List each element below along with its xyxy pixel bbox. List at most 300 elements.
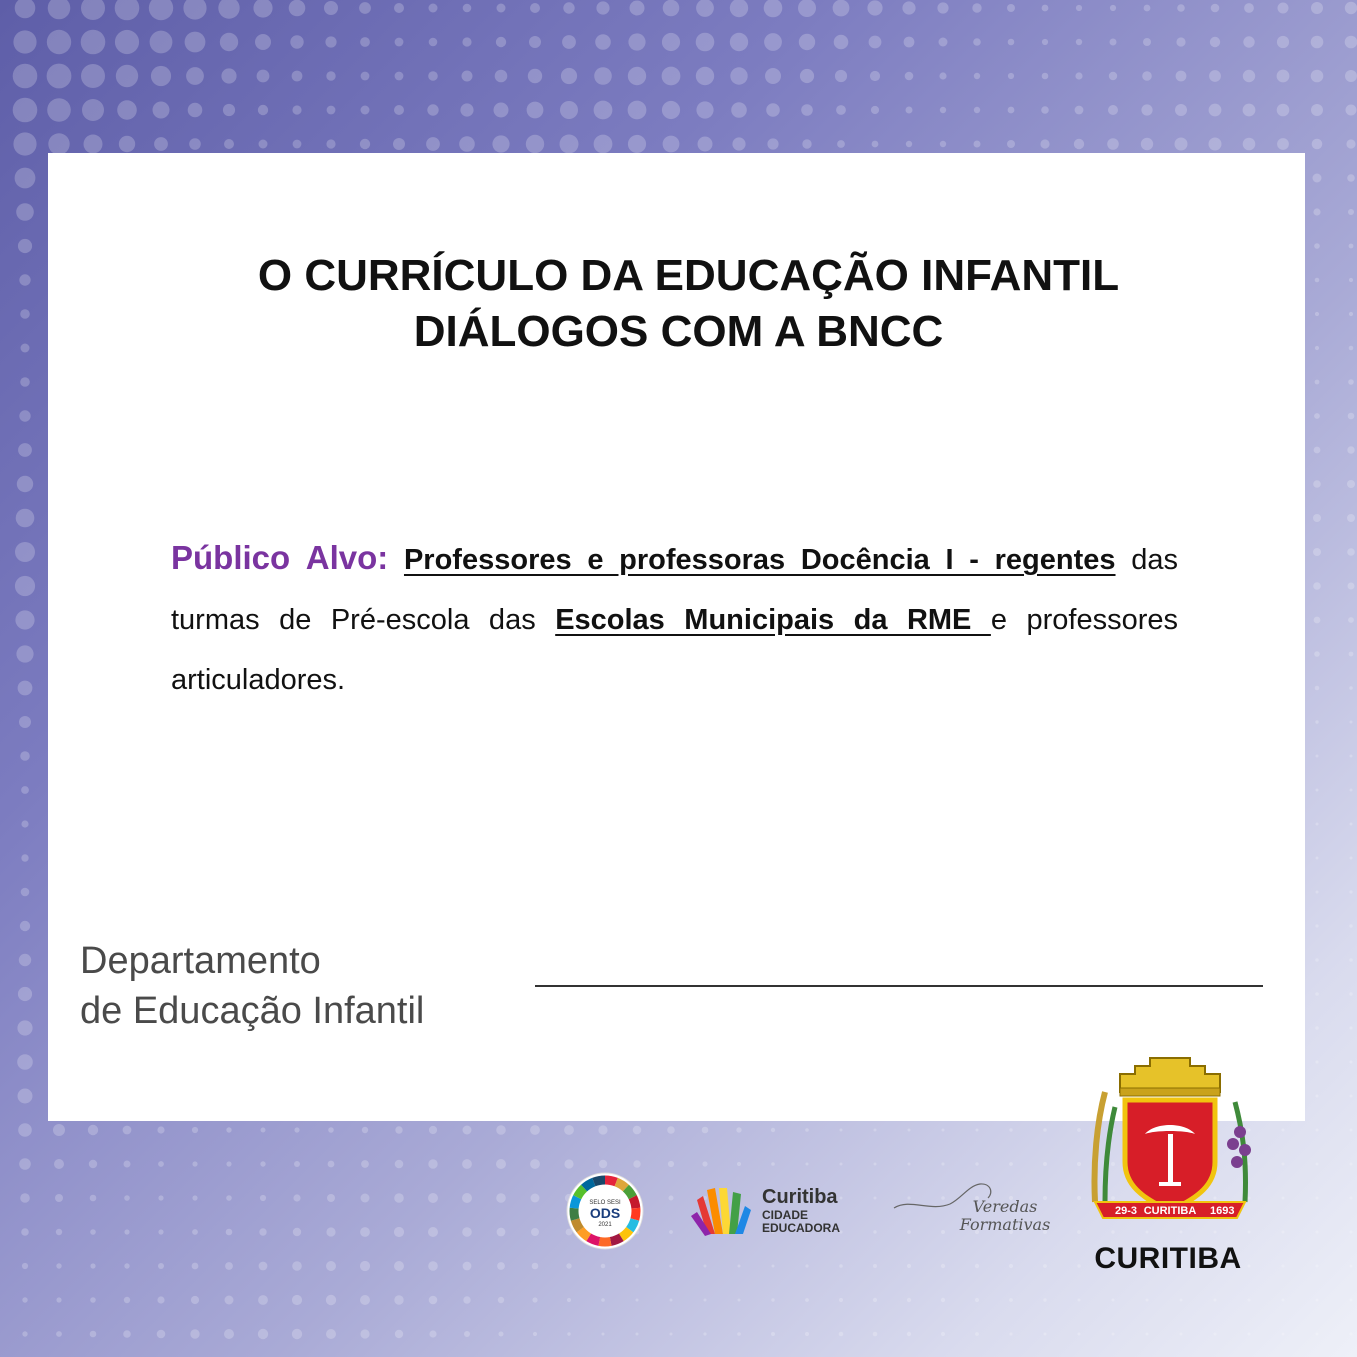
bg-dot (973, 38, 981, 46)
bg-dot (737, 1162, 741, 1166)
bg-dot (221, 68, 236, 83)
bg-dot (531, 1194, 540, 1203)
ods-seal-logo (566, 1172, 644, 1250)
bg-dot (258, 1295, 268, 1305)
bg-dot (325, 36, 336, 47)
bg-dot (1008, 107, 1015, 114)
bg-dot (662, 67, 681, 86)
bg-dot (908, 1163, 911, 1166)
bg-dot (771, 1128, 775, 1132)
bg-dot (188, 103, 203, 118)
bg-dot (528, 69, 542, 83)
bg-dot (326, 1295, 336, 1305)
bg-dot (394, 1193, 404, 1203)
bg-dot (873, 1298, 877, 1302)
bg-dot (84, 135, 103, 154)
bg-dot (326, 1227, 335, 1236)
bg-dot (1110, 39, 1117, 46)
bg-dot (1282, 1197, 1285, 1200)
bg-dot (395, 72, 404, 81)
bg-dot (22, 1263, 28, 1269)
bg-dot (1350, 1333, 1353, 1336)
ods-ring-segment (580, 1230, 588, 1238)
bg-dot (1313, 548, 1321, 556)
bg-dot (602, 1333, 605, 1336)
bg-dot (48, 133, 69, 154)
bg-dot (293, 140, 302, 149)
ods-ring-segment (594, 1180, 605, 1182)
bg-dot (1313, 582, 1321, 590)
bg-dot (1146, 1299, 1149, 1302)
bg-dot (530, 3, 540, 13)
bg-dot (15, 0, 36, 18)
bg-dot (836, 105, 846, 115)
ods-seal-year: 2021 (598, 1222, 612, 1228)
bg-dot (81, 64, 105, 88)
bg-dot (21, 854, 28, 861)
bg-dot (1282, 1163, 1285, 1166)
bg-dot (802, 139, 811, 148)
bg-dot (1349, 890, 1352, 893)
cidade-educadora-hand-icon (687, 1182, 753, 1242)
bg-dot (360, 37, 370, 47)
bg-dot (1175, 138, 1188, 151)
bg-dot (1278, 3, 1289, 14)
bg-dot (394, 1227, 404, 1237)
bg-dot (730, 67, 747, 84)
bg-dot (738, 1299, 741, 1302)
bg-dot (1243, 70, 1255, 82)
bg-dot (225, 1296, 234, 1305)
bg-dot (1347, 174, 1355, 182)
bg-dot (907, 1298, 911, 1302)
bg-dot (189, 138, 201, 150)
bg-dot (667, 1126, 675, 1134)
bg-dot (186, 67, 204, 85)
bg-dot (22, 1297, 27, 1302)
bg-dot (805, 1298, 809, 1302)
audience-highlight-1: Professores e professoras Docência I - regentes (403, 544, 1116, 576)
bg-dot (1007, 4, 1015, 12)
bg-dot (429, 38, 438, 47)
bg-dot (563, 2, 574, 13)
bg-dot (976, 1129, 979, 1132)
bg-dot (628, 33, 645, 50)
bg-dot (942, 1129, 945, 1132)
bg-dot (17, 1020, 32, 1035)
bg-dot (15, 576, 35, 596)
bg-dot (497, 1262, 505, 1270)
ods-ring-segment (621, 1230, 629, 1238)
bg-dot (17, 476, 33, 492)
bg-dot (1345, 2, 1357, 14)
bg-dot (13, 30, 36, 53)
bg-dot (16, 645, 33, 662)
bg-dot (805, 1264, 808, 1267)
bg-dot (428, 1193, 438, 1203)
bg-dot (1108, 105, 1118, 115)
bg-dot (258, 105, 268, 115)
bg-dot (1311, 70, 1324, 83)
bg-dot (90, 1297, 96, 1303)
ods-ring-segment (599, 1241, 610, 1242)
bg-dot (1350, 823, 1353, 826)
bg-dot (1043, 1298, 1046, 1301)
bg-dot (1314, 447, 1321, 454)
bg-dot (261, 1128, 266, 1133)
bg-dot (13, 98, 38, 123)
bg-dot (15, 168, 36, 189)
bg-dot (115, 0, 140, 20)
bg-dot (56, 1263, 61, 1268)
bg-dot (1313, 174, 1322, 183)
bg-dot (874, 1129, 877, 1132)
bg-dot (837, 140, 845, 148)
bg-dot (1316, 1299, 1319, 1302)
bg-dot (731, 102, 747, 118)
bg-dot (1349, 652, 1354, 657)
title-line-1: O CURRÍCULO DA EDUCAÇÃO INFANTIL (257, 251, 1120, 300)
bg-dot (1175, 104, 1187, 116)
bg-dot (669, 1264, 672, 1267)
bg-dot (13, 64, 38, 89)
bg-dot (567, 1332, 570, 1335)
audience-text-1: das turmas de Pré-escola das (171, 544, 1178, 636)
bg-dot (393, 138, 405, 150)
bg-dot (426, 137, 440, 151)
bg-dot (1042, 73, 1049, 80)
bg-dot (464, 1331, 470, 1337)
bg-dot (975, 1298, 979, 1302)
cidade-educadora-line-2: CIDADE (762, 1208, 809, 1222)
bg-dot (1316, 1265, 1319, 1268)
ods-ring-segment (616, 1182, 626, 1188)
ods-ring-segment (630, 1219, 635, 1229)
bg-dot (158, 1161, 164, 1167)
bg-dot (1349, 1026, 1352, 1029)
bg-dot (533, 1332, 537, 1336)
bg-dot (594, 67, 612, 85)
bg-dot (567, 1298, 571, 1302)
bg-dot (258, 1329, 268, 1339)
bg-dot (702, 1161, 707, 1166)
bg-dot (192, 1229, 198, 1235)
bg-dot (1043, 1162, 1047, 1166)
bg-dot (90, 1229, 96, 1235)
bg-dot (15, 610, 34, 629)
bg-dot (628, 101, 647, 120)
bg-dot (975, 1162, 978, 1165)
bg-dot (1316, 857, 1319, 860)
bg-dot (696, 33, 715, 52)
bg-dot (1345, 70, 1357, 82)
bg-dot (290, 35, 303, 48)
bg-dot (1209, 138, 1222, 151)
bg-dot (150, 31, 173, 54)
bg-dot (429, 1126, 437, 1134)
bg-dot (224, 139, 234, 149)
bg-dot (56, 1297, 61, 1302)
bg-dot (1349, 686, 1353, 690)
bg-dot (462, 71, 473, 82)
bg-dot (1315, 958, 1319, 962)
bg-dot (1350, 721, 1353, 724)
bg-dot (941, 1162, 944, 1165)
bg-dot (1316, 823, 1319, 826)
bg-dot (395, 1126, 402, 1133)
bg-dot (696, 0, 714, 17)
bg-dot (463, 1262, 472, 1271)
bg-dot (561, 68, 577, 84)
bg-dot (764, 0, 783, 17)
bg-dot (1143, 38, 1151, 46)
ods-ring-segment (584, 1182, 594, 1188)
bg-dot (1075, 72, 1082, 79)
bg-dot (220, 33, 238, 51)
bg-dot (1076, 5, 1082, 11)
cidade-educadora-subtitle (762, 1209, 862, 1235)
bg-dot (496, 1125, 506, 1135)
bg-dot (183, 0, 206, 20)
bg-dot (1315, 1060, 1318, 1063)
audience-label: Público Alvo: (171, 539, 389, 576)
bg-dot (1277, 138, 1289, 150)
bg-dot (730, 0, 748, 17)
bg-dot (1112, 1333, 1115, 1336)
bg-dot (292, 1295, 302, 1305)
bg-dot (158, 1263, 164, 1269)
bg-dot (191, 1296, 199, 1304)
bg-dot (1349, 924, 1352, 927)
bg-dot (360, 1329, 369, 1338)
bg-dot (839, 1332, 844, 1337)
bg-dot (55, 1194, 63, 1202)
bg-dot (839, 1298, 843, 1302)
bg-dot (1209, 104, 1222, 117)
bg-dot (736, 1127, 741, 1132)
bg-dot (662, 33, 680, 51)
bg-dot (54, 1159, 64, 1169)
bg-dot (599, 1160, 607, 1168)
bg-dot (835, 70, 847, 82)
bg-dot (696, 67, 714, 85)
bg-dot (1350, 1265, 1353, 1268)
bg-dot (598, 1125, 607, 1134)
crest-banner: CURITIBA (1143, 1205, 1197, 1217)
bg-dot (499, 1332, 504, 1337)
bg-dot (526, 135, 544, 153)
bg-dot (1316, 1231, 1319, 1234)
bg-dot (1347, 446, 1354, 453)
bg-dot (1107, 138, 1119, 150)
bg-dot (119, 136, 135, 152)
bg-dot (908, 1129, 911, 1132)
bg-dot (1282, 1265, 1285, 1268)
bg-dot (530, 1125, 540, 1135)
bg-dot (975, 1264, 979, 1268)
bg-dot (428, 71, 438, 81)
bg-dot (19, 1158, 31, 1170)
bg-dot (157, 1330, 166, 1339)
bg-dot (668, 1161, 674, 1167)
bg-dot (328, 1161, 335, 1168)
bg-dot (116, 65, 138, 87)
bg-dot (840, 1129, 843, 1132)
bg-dot (737, 1332, 741, 1336)
bg-dot (362, 1127, 368, 1133)
bg-dot (226, 1229, 233, 1236)
bg-dot (906, 107, 913, 114)
bg-dot (21, 820, 28, 827)
bg-dot (873, 1332, 878, 1337)
veredas-line-1: Veredas (972, 1197, 1038, 1216)
ods-ring-segment (575, 1219, 580, 1229)
bg-dot (1214, 1333, 1217, 1336)
bg-dot (767, 138, 778, 149)
crest-left-date: 29-3 (1115, 1205, 1138, 1217)
bg-dot (361, 72, 370, 81)
bg-dot (1244, 3, 1254, 13)
bg-dot (564, 1125, 574, 1135)
bg-dot (1350, 1299, 1353, 1302)
bg-dot (1313, 480, 1321, 488)
bg-dot (462, 1159, 472, 1169)
bg-dot (1074, 139, 1084, 149)
bg-dot (696, 101, 713, 118)
bg-dot (1243, 36, 1254, 47)
bg-dot (596, 1, 609, 14)
bg-dot (874, 1163, 877, 1166)
bg-dot (463, 1126, 472, 1135)
bg-dot (1348, 209, 1354, 215)
bg-dot (732, 137, 745, 150)
bg-dot (1315, 720, 1318, 723)
bg-dot (1314, 413, 1320, 419)
bg-dot (226, 1195, 232, 1201)
bg-dot (801, 104, 813, 116)
bg-dot (1314, 617, 1321, 624)
bg-dot (1346, 139, 1355, 148)
bg-dot (326, 139, 335, 148)
ods-ring-segment (589, 1237, 600, 1241)
bg-dot (13, 132, 36, 155)
ods-ring-segment (633, 1197, 636, 1208)
bg-dot (1282, 1231, 1285, 1234)
bg-dot (20, 921, 30, 931)
bg-dot (21, 1228, 29, 1236)
bg-dot (1348, 379, 1354, 385)
bg-dot (1209, 70, 1221, 82)
bg-dot (531, 1228, 539, 1236)
bg-dot (874, 1197, 877, 1200)
bg-dot (289, 0, 306, 16)
bg-dot (873, 1264, 877, 1268)
bg-dot (157, 1126, 164, 1133)
bg-dot (360, 1295, 370, 1305)
bg-dot (1349, 992, 1352, 995)
bg-dot (1282, 1129, 1285, 1132)
bg-dot (1007, 140, 1015, 148)
bg-dot (428, 1261, 438, 1271)
bg-dot (18, 1089, 33, 1104)
bg-dot (937, 2, 948, 13)
bg-dot (327, 106, 336, 115)
bg-dot (20, 377, 30, 387)
bg-dot (907, 1264, 911, 1268)
bg-dot (766, 103, 780, 117)
bg-dot (260, 1161, 265, 1166)
bg-dot (361, 1160, 369, 1168)
bg-dot (1315, 924, 1318, 927)
bg-dot (730, 33, 748, 51)
bg-dot (635, 1264, 639, 1268)
bg-dot (1176, 37, 1185, 46)
bg-dot (294, 1127, 299, 1132)
bg-dot (703, 1332, 706, 1335)
bg-dot (1350, 1129, 1353, 1132)
bg-dot (90, 1263, 95, 1268)
bg-dot (1176, 71, 1187, 82)
bg-dot (429, 1296, 438, 1305)
bg-dot (53, 1124, 65, 1136)
bg-dot (21, 786, 29, 794)
veredas-formativas-logo (950, 1198, 1060, 1234)
bg-dot (294, 1161, 300, 1167)
bg-dot (1345, 36, 1357, 49)
page-title (0, 248, 1357, 360)
bg-dot (1350, 1163, 1353, 1166)
bg-dot (1316, 1163, 1319, 1166)
bg-dot (462, 37, 471, 46)
bg-dot (496, 1193, 506, 1203)
bg-dot (394, 1295, 403, 1304)
bg-dot (905, 72, 914, 81)
bg-dot (22, 1331, 27, 1336)
bg-dot (564, 1159, 573, 1168)
bg-dot (192, 1263, 199, 1270)
bg-dot (1346, 105, 1357, 116)
bg-dot (1243, 138, 1256, 151)
bg-dot (560, 135, 579, 154)
bg-dot (1144, 5, 1151, 12)
bg-dot (19, 410, 30, 421)
bg-dot (18, 443, 32, 457)
bg-dot (192, 1195, 197, 1200)
bg-dot (670, 1299, 673, 1302)
bg-dot (463, 1296, 470, 1303)
bg-dot (1347, 514, 1355, 522)
bg-dot (636, 1333, 639, 1336)
bg-dot (595, 34, 611, 50)
bg-dot (496, 37, 506, 47)
bg-dot (1347, 548, 1355, 556)
bg-dot (124, 1263, 129, 1268)
bg-dot (18, 987, 32, 1001)
bg-dot (771, 1298, 774, 1301)
bg-dot (806, 1163, 809, 1166)
bg-dot (218, 0, 239, 19)
bg-dot (670, 1333, 673, 1336)
bg-dot (601, 1298, 605, 1302)
bg-dot (1311, 104, 1323, 116)
bg-dot (1109, 72, 1117, 80)
bg-dot (1350, 857, 1353, 860)
bg-dot (153, 102, 170, 119)
bg-dot (939, 38, 948, 47)
bg-dot (360, 1261, 370, 1271)
bg-dot (1349, 958, 1353, 962)
bg-dot (292, 71, 303, 82)
